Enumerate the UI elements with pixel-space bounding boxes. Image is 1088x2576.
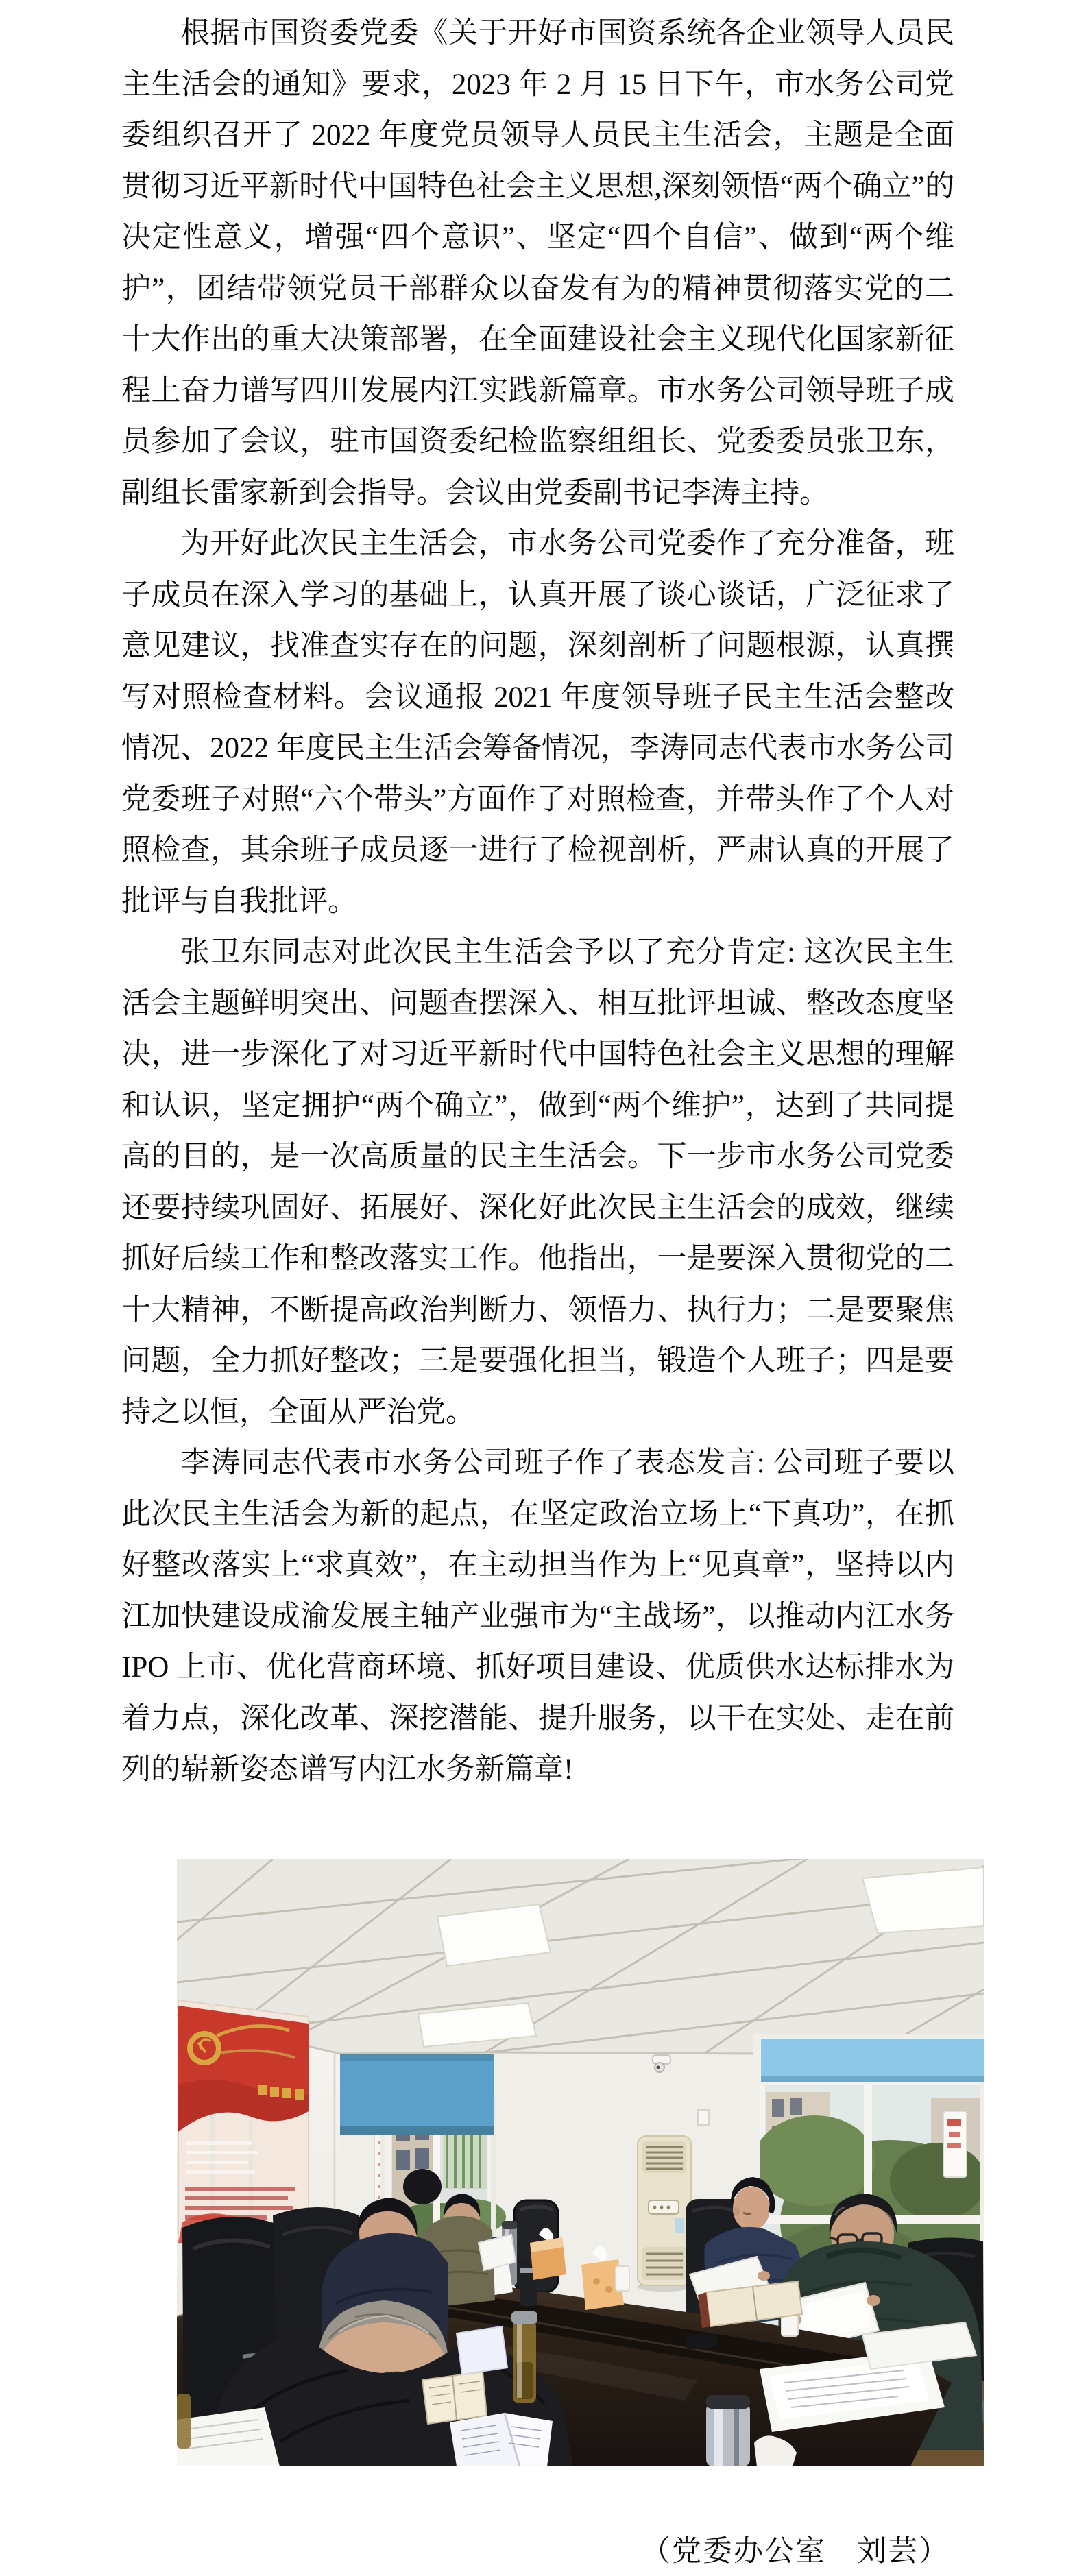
meeting-room-photo xyxy=(177,1859,984,2466)
party-poster xyxy=(178,2000,309,2243)
paper-cup-1 xyxy=(616,2266,629,2291)
thermos-large-steel xyxy=(706,2395,750,2466)
paragraph-4: 李涛同志代表市水务公司班子作了表态发言: 公司班子要以此次民主生活会为新的起点，在坚定政治立场上“下真功”，在抓好整改落实上“求真效”，在主动担当作为上“见真章”，坚持以内江加快建设成渝发展主轴产业强市为“主战场”，以推动内江水务 IPO 上市、优化营商环境、抓好项目建设、优质供水达标排水为着力点，深化改革、深挖潜能、提升服务，以干在实处、走在前列的崭新姿态谱写内江水务新篇章! xyxy=(121,1447,954,1786)
flask-edge-sliver xyxy=(177,2394,191,2449)
person-far-head xyxy=(403,2169,442,2204)
byline: （党委办公室 刘芸） xyxy=(641,2536,950,2568)
papers-lavender xyxy=(457,2326,507,2374)
paragraph-3: 张卫东同志对此次民主生活会予以了充分肯定: 这次民主生活会主题鲜明突出、问题查摆深入、相互批评坦诚、整改态度坚决，进一步深化了对习近平新时代中国特色社会主义思想的理解和认识，坚定拥护“两个确立”，做到“两个维护”，达到了共同提高的目的，是一次高质量的民主生活会。下一步市水务公司党委还要持续巩固好、拓展好、深化好此次民主生活会的成效，继续抓好后续工作和整改落实工作。他指出，一是要深入贯彻党的二十大精神，不断提高政治判断力、领悟力、执行力；二是要聚焦问题，全力抓好整改；三是要强化担当，锻造个人班子；四是要持之以恒，全面从严治党。 xyxy=(121,936,954,1429)
roller-blind-center xyxy=(340,2054,494,2135)
open-notebook-foreground xyxy=(422,2372,487,2424)
roller-blind-right xyxy=(761,2039,984,2082)
tea-flask-amber xyxy=(511,2311,537,2403)
paragraph-1: 根据市国资委党委《关于开好市国资系统各企业领导人员民主生活会的通知》要求，2023 年 2 月 15 日下午，市水务公司党委组织召开了 2022 年度党员领导人员民主生活会，主题是全面贯彻习近平新时代中国特色社会主义思想,深刻领悟“两个确立”的决定性意义，增强“四个意识”、坚定“四个自信”、做到“两个维护”，团结带领党员干部群众以奋发有为的精神贯彻落实党的二十大作出的重大决策部署，在全面建设社会主义现代化国家新征程上奋力谱写四川发展内江实践新篇章。市水务公司领导班子成员参加了会议，驻市国资委纪检监察组组长、党委委员张卫东，副组长雷家新到会指导。会议由党委副书记李涛主持。 xyxy=(121,17,954,509)
hanging-sign xyxy=(943,2111,967,2177)
wall-plate xyxy=(698,2110,709,2125)
article-body xyxy=(121,8,954,1796)
air-conditioner xyxy=(637,2136,692,2292)
paragraph-2: 为开好此次民主生活会，市水务公司党委作了充分准备，班子成员在深入学习的基础上，认真开展了谈心谈话，广泛征求了意见建议，找准查实存在的问题，深刻剖析了问题根源，认真撰写对照检查材料。会议通报 2021 年度领导班子民主生活会整改情况、2022 年度民主生活会筹备情况，李涛同志代表市水务公司党委班子对照“六个带头”方面作了对照检查，并带头作了个人对照检查，其余班子成员逐一进行了检视剖析，严肃认真的开展了批评与自我批评。 xyxy=(121,528,954,918)
open-book-foreground xyxy=(450,2413,553,2466)
meeting-photo-svg xyxy=(177,1859,984,2466)
